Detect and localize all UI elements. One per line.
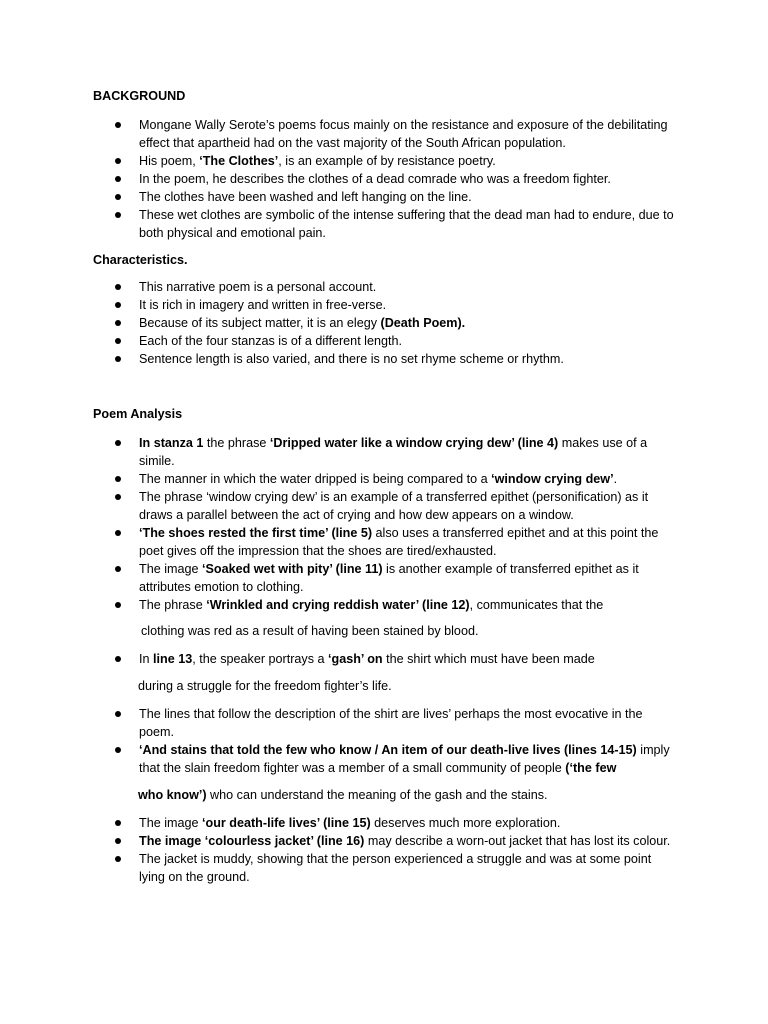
bullet-text: The image ‘colourless jacket’ (line 16) may describe a worn-out jacket that has lost its colour. xyxy=(139,834,671,848)
bullet-item xyxy=(0,314,768,332)
bullet-text: The image ‘Soaked wet with pity’ (line 11) is another example of transferred epithet as it attributes emotion to clothing. xyxy=(139,562,639,594)
bullet-item xyxy=(0,814,768,832)
bold-phrase: The image ‘colourless jacket’ (line 16) xyxy=(139,834,365,848)
bullet-icon xyxy=(115,856,121,862)
bold-phrase: ‘And stains that told the few who know / An item of our death-live lives (lines 14-15) xyxy=(139,743,637,757)
bold-phrase: ‘Soaked wet with pity’ (line 11) xyxy=(202,562,383,576)
bullet-text: The image ‘our death-life lives’ (line 15) deserves much more exploration. xyxy=(139,816,561,830)
characteristics-heading: Characteristics. xyxy=(93,253,188,267)
bullet-icon xyxy=(115,338,121,344)
bold-phrase: ‘The shoes rested the first time’ (line 5) xyxy=(139,526,373,540)
bullet-icon xyxy=(115,494,121,500)
bold-phrase: ‘The Clothes’ xyxy=(199,154,279,168)
bullet-item xyxy=(0,434,768,470)
bold-phrase: ‘gash’ on xyxy=(328,652,383,666)
bullet-icon xyxy=(115,820,121,826)
bullet-icon xyxy=(115,122,121,128)
bullet-item xyxy=(0,832,768,850)
bullet-item xyxy=(0,206,768,242)
bullet-icon xyxy=(115,476,121,482)
bullet-item xyxy=(0,152,768,170)
bullet-item xyxy=(0,170,768,188)
bullet-item xyxy=(0,705,768,741)
bold-phrase: ‘our death-life lives’ (line 15) xyxy=(202,816,371,830)
bullet-icon xyxy=(115,711,121,717)
bullet-icon xyxy=(115,356,121,362)
characteristics-list xyxy=(0,278,768,368)
bullet-text: ‘The shoes rested the first time’ (line 5) also uses a transferred epithet and at this point the poet gives off the impression that the shoes are tired/exhausted. xyxy=(139,526,659,558)
bullet-icon xyxy=(115,320,121,326)
bullet-text: In line 13, the speaker portrays a ‘gash’ on the shirt which must have been made xyxy=(139,652,595,666)
bullet-text: This narrative poem is a personal account. xyxy=(139,280,377,294)
bullet-item xyxy=(0,650,768,668)
bullet-text: The clothes have been washed and left hanging on the line. xyxy=(139,190,472,204)
bold-phrase: (‘the few xyxy=(565,761,617,775)
bold-phrase: ‘Dripped water like a window crying dew’ (line 4) xyxy=(269,436,559,450)
bullet-item xyxy=(0,524,768,560)
bold-phrase: who know’) xyxy=(138,788,207,802)
bullet-item xyxy=(0,188,768,206)
bullet-item xyxy=(0,350,768,368)
bullet-icon xyxy=(115,176,121,182)
bullet-text: In stanza 1 the phrase ‘Dripped water like a window crying dew’ (line 4) makes use of a simile. xyxy=(139,436,648,468)
bullet-item xyxy=(0,850,768,886)
bullet-text: ‘And stains that told the few who know / An item of our death-live lives (lines 14-15) imply that the slain freedom fighter was a member of a small community of people (‘the few xyxy=(139,743,670,775)
bullet-item xyxy=(0,488,768,524)
bullet-text: The jacket is muddy, showing that the person experienced a struggle and was at some point lying on the ground. xyxy=(139,852,652,884)
bold-phrase: ‘Wrinkled and crying reddish water’ (line 12) xyxy=(206,598,470,612)
bullet-text: The phrase ‘window crying dew’ is an example of a transferred epithet (personification) as it draws a parallel between the act of crying and how dew appears on a window. xyxy=(139,490,649,522)
bullet-icon xyxy=(115,158,121,164)
bullet-icon xyxy=(115,212,121,218)
bullet-icon xyxy=(115,838,121,844)
analysis-continuation-3: who know’) who can understand the meaning of the gash and the stains. xyxy=(138,788,548,802)
bold-phrase: In stanza 1 xyxy=(139,436,204,450)
bullet-text: The phrase ‘Wrinkled and crying reddish water’ (line 12), communicates that the xyxy=(139,598,604,612)
bullet-item xyxy=(0,596,768,614)
bullet-icon xyxy=(115,530,121,536)
bullet-text: Because of its subject matter, it is an elegy (Death Poem). xyxy=(139,316,466,330)
bullet-text: The manner in which the water dripped is being compared to a ‘window crying dew’. xyxy=(139,472,618,486)
analysis-list-1 xyxy=(0,434,768,614)
bullet-item xyxy=(0,560,768,596)
analysis-list-3 xyxy=(0,705,768,777)
bullet-item xyxy=(0,470,768,488)
bullet-text: In the poem, he describes the clothes of a dead comrade who was a freedom fighter. xyxy=(139,172,611,186)
poem-analysis-heading: Poem Analysis xyxy=(93,407,183,421)
bullet-icon xyxy=(115,194,121,200)
analysis-list-2 xyxy=(0,650,768,668)
bullet-text: Mongane Wally Serote’s poems focus mainly on the resistance and exposure of the debilitating effect that apartheid had on the vast majority of the South African population. xyxy=(139,118,668,150)
analysis-list-4 xyxy=(0,814,768,886)
bullet-text: The lines that follow the description of the shirt are lives’ perhaps the most evocative in the poem. xyxy=(139,707,643,739)
bullet-text: These wet clothes are symbolic of the intense suffering that the dead man had to endure, due to both physical and emotional pain. xyxy=(139,208,674,240)
bold-phrase: (Death Poem). xyxy=(380,316,466,330)
bullet-icon xyxy=(115,440,121,446)
bullet-text: It is rich in imagery and written in free-verse. xyxy=(139,298,387,312)
bullet-text: Sentence length is also varied, and there is no set rhyme scheme or rhythm. xyxy=(139,352,564,366)
bullet-icon xyxy=(115,602,121,608)
bold-phrase: ‘window crying dew’ xyxy=(491,472,614,486)
bullet-item xyxy=(0,296,768,314)
background-list xyxy=(0,116,768,242)
bullet-icon xyxy=(115,747,121,753)
bullet-icon xyxy=(115,656,121,662)
bullet-icon xyxy=(115,566,121,572)
bullet-text: Each of the four stanzas is of a different length. xyxy=(139,334,402,348)
bullet-item xyxy=(0,116,768,152)
background-heading: BACKGROUND xyxy=(93,89,186,103)
analysis-continuation-1: clothing was red as a result of having been stained by blood. xyxy=(141,624,479,638)
bullet-item xyxy=(0,332,768,350)
bullet-item xyxy=(0,278,768,296)
bullet-icon xyxy=(115,302,121,308)
bold-phrase: line 13 xyxy=(153,652,193,666)
bullet-icon xyxy=(115,284,121,290)
bullet-text: His poem, ‘The Clothes’, is an example of by resistance poetry. xyxy=(139,154,496,168)
bullet-item xyxy=(0,741,768,777)
analysis-continuation-2: during a struggle for the freedom fighter’s life. xyxy=(138,679,392,693)
